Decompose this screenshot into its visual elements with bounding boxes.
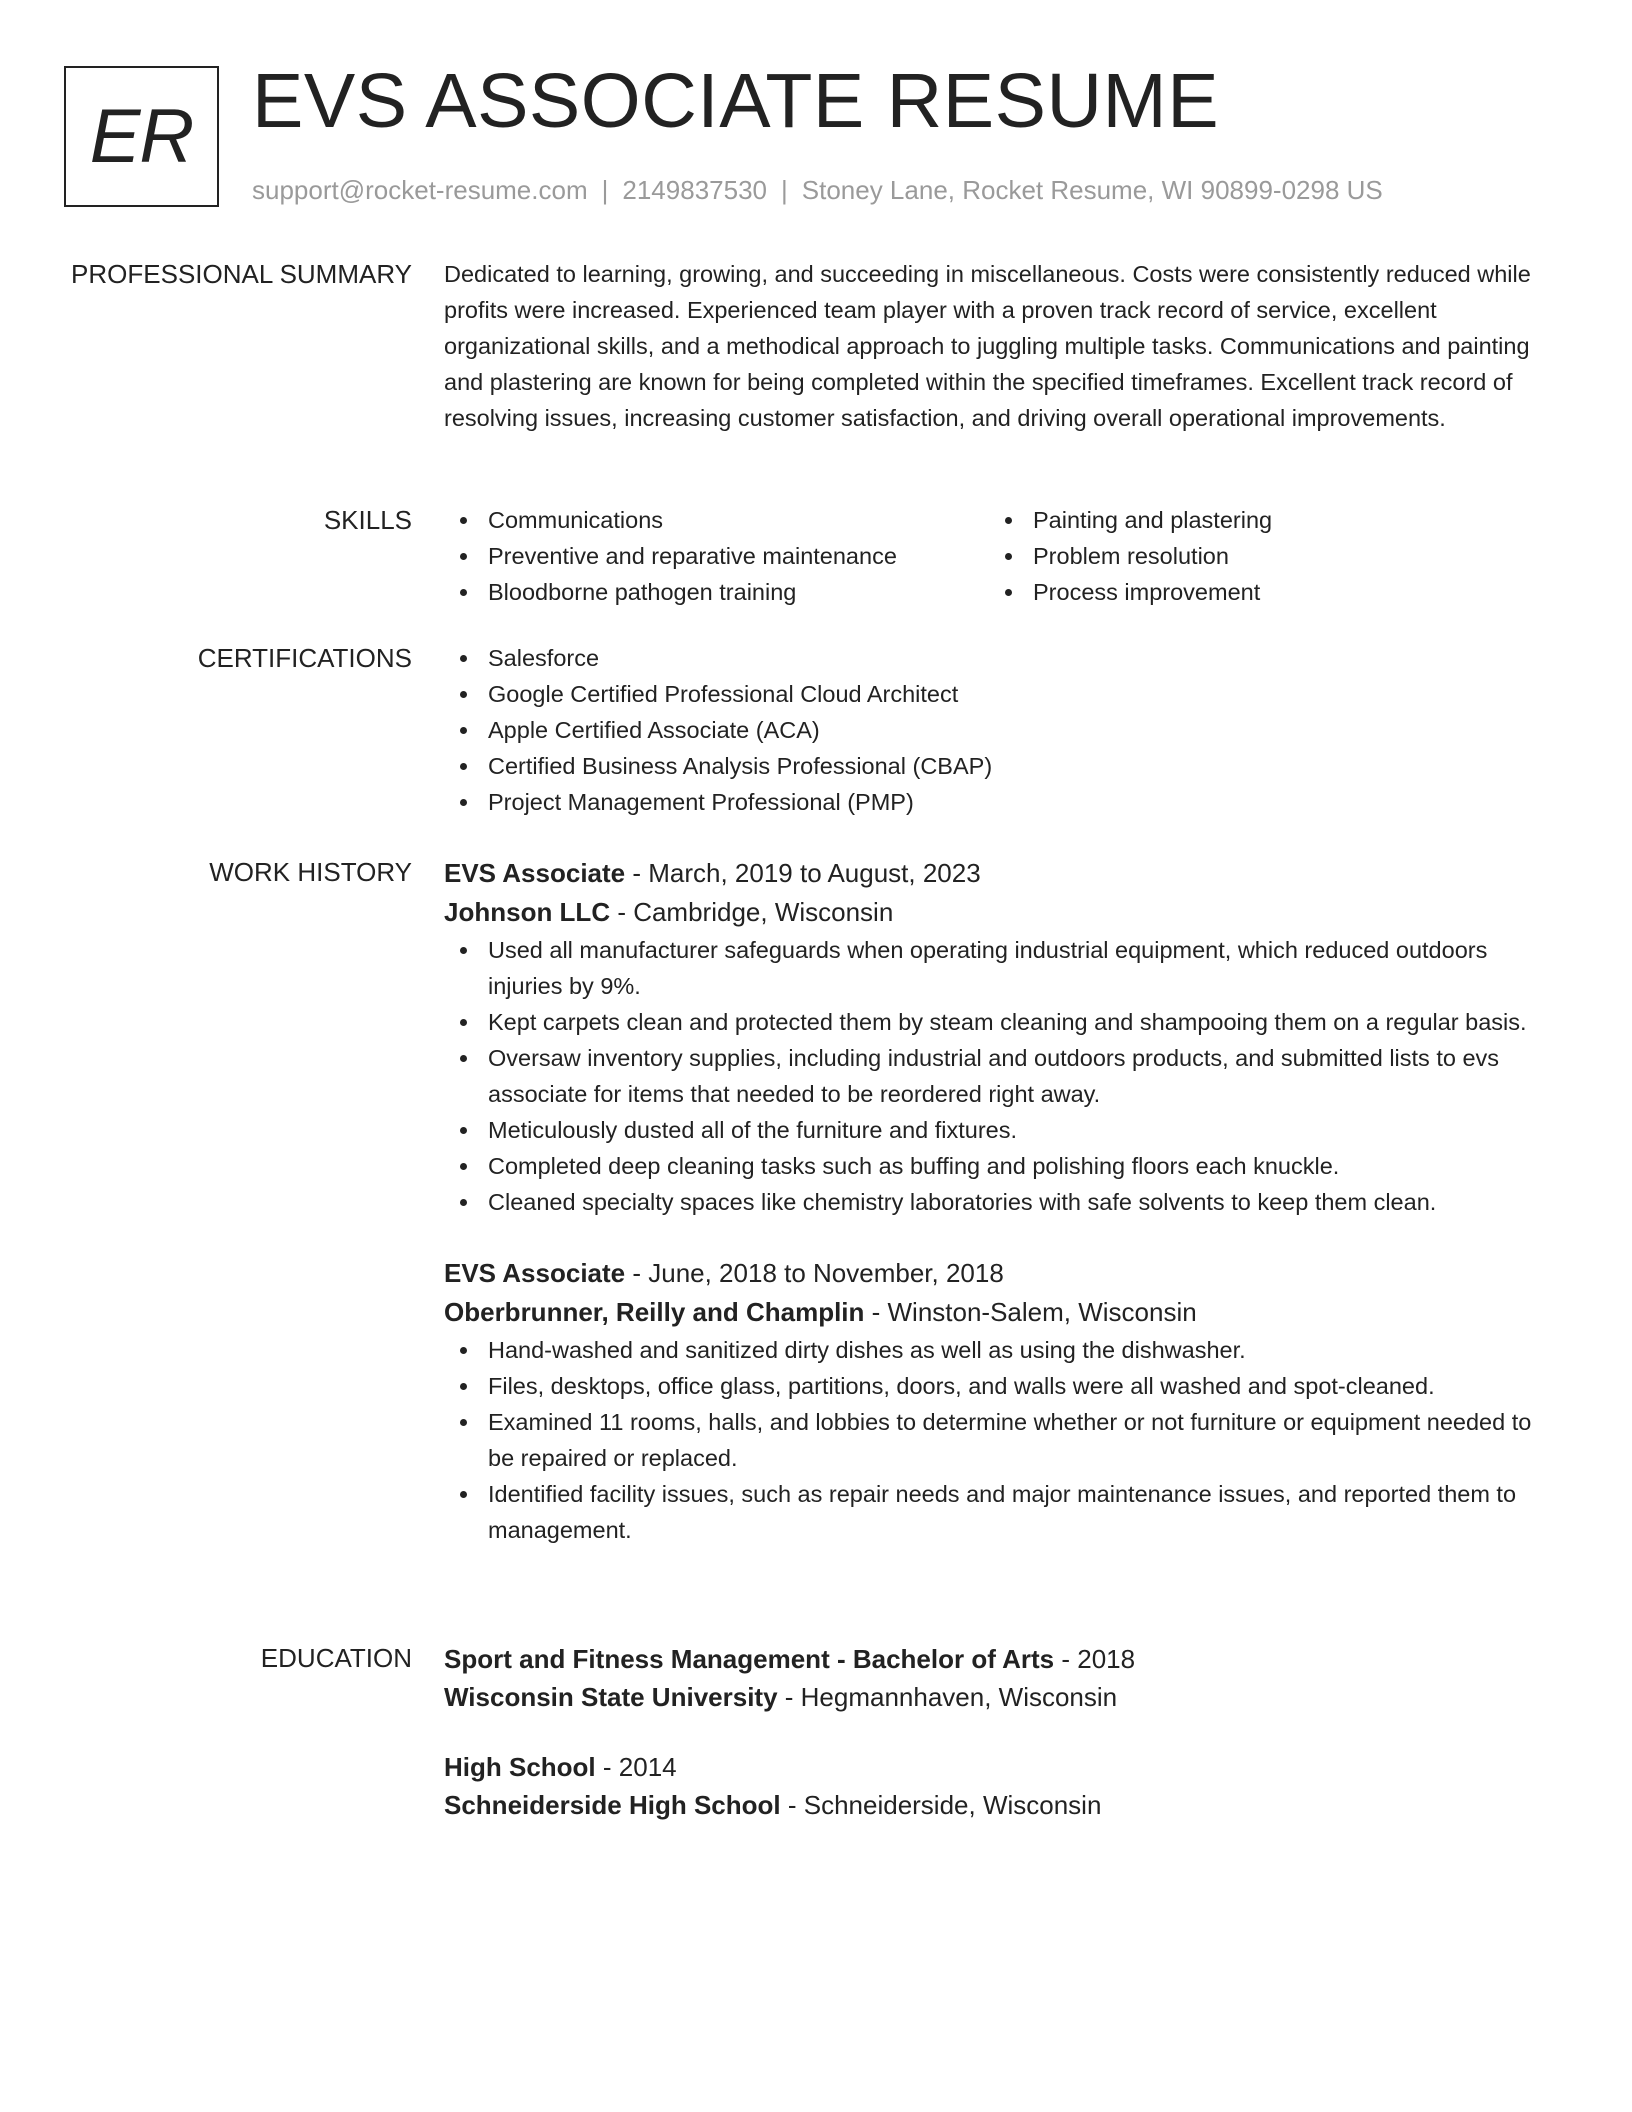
job-title: EVS Associate bbox=[444, 858, 626, 888]
contact-address: Stoney Lane, Rocket Resume, WI 90899-0298 US bbox=[801, 175, 1383, 205]
certification-item: Certified Business Analysis Professional (CBAP) bbox=[488, 748, 1554, 784]
monogram-logo: ER bbox=[64, 66, 219, 207]
skill-item: Bloodborne pathogen training bbox=[488, 574, 989, 610]
job-company-line bbox=[444, 1293, 1554, 1332]
job-bullet: Files, desktops, office glass, partitions, doors, and walls were all washed and spot-cleaned. bbox=[488, 1368, 1554, 1404]
skills-column-left bbox=[444, 502, 989, 610]
education-degree: Sport and Fitness Management - Bachelor of Arts bbox=[444, 1644, 1055, 1674]
work-body bbox=[444, 854, 1554, 1548]
job-bullet: Kept carpets clean and protected them by steam cleaning and shampooing them on a regular basis. bbox=[488, 1004, 1554, 1040]
contact-phone[interactable]: 2149837530 bbox=[622, 175, 767, 205]
certification-item: Google Certified Professional Cloud Architect bbox=[488, 676, 1554, 712]
skill-item: Preventive and reparative maintenance bbox=[488, 538, 989, 574]
job-bullet: Cleaned specialty spaces like chemistry laboratories with safe solvents to keep them clean. bbox=[488, 1184, 1554, 1220]
job-bullet: Meticulously dusted all of the furniture and fixtures. bbox=[488, 1112, 1554, 1148]
job-bullets bbox=[444, 1332, 1554, 1548]
skill-item: Communications bbox=[488, 502, 989, 538]
education-school-line bbox=[444, 1678, 1554, 1716]
education-school: Wisconsin State University bbox=[444, 1682, 778, 1712]
section-label-certifications: CERTIFICATIONS bbox=[197, 643, 412, 673]
certification-item: Apple Certified Associate (ACA) bbox=[488, 712, 1554, 748]
job-bullet: Used all manufacturer safeguards when operating industrial equipment, which reduced outdoors injuries by 9%. bbox=[488, 932, 1554, 1004]
job-bullet: Identified facility issues, such as repair needs and major maintenance issues, and reported them to management. bbox=[488, 1476, 1554, 1548]
skills-grid bbox=[444, 502, 1554, 610]
education-location: - Schneiderside, Wisconsin bbox=[780, 1790, 1102, 1820]
job-location: - Cambridge, Wisconsin bbox=[610, 897, 894, 927]
job-entry bbox=[444, 854, 1554, 1220]
job-location: - Winston-Salem, Wisconsin bbox=[864, 1297, 1197, 1327]
contact-separator: | bbox=[601, 175, 609, 205]
job-bullet: Oversaw inventory supplies, including industrial and outdoors products, and submitted lists to evs associate for items that needed to be reordered right away. bbox=[488, 1040, 1554, 1112]
section-label-education: EDUCATION bbox=[260, 1643, 412, 1673]
skill-item: Process improvement bbox=[1033, 574, 1534, 610]
education-school-line bbox=[444, 1786, 1554, 1824]
job-company: Johnson LLC bbox=[444, 897, 611, 927]
summary-text: Dedicated to learning, growing, and succeeding in miscellaneous. Costs were consistently reduced while profits were increased. Experienced team player with a proven track record of service, excellent organizational skills, and a methodical approach to juggling multiple tasks. Communications and painting and plastering are known for being completed within the specified timeframes. Excellent track record of resolving issues, increasing customer satisfaction, and driving overall operational improvements. bbox=[444, 261, 1531, 431]
education-year: - 2014 bbox=[595, 1752, 677, 1782]
education-entry bbox=[444, 1748, 1554, 1824]
contact-line bbox=[252, 173, 1383, 207]
education-year: - 2018 bbox=[1054, 1644, 1136, 1674]
education-location: - Hegmannhaven, Wisconsin bbox=[777, 1682, 1118, 1712]
certifications-body bbox=[444, 640, 1554, 820]
job-title-line bbox=[444, 854, 1554, 893]
section-label-summary: PROFESSIONAL SUMMARY bbox=[71, 259, 412, 289]
job-bullet: Examined 11 rooms, halls, and lobbies to determine whether or not furniture or equipment needed to be repaired or replaced. bbox=[488, 1404, 1554, 1476]
job-bullets bbox=[444, 932, 1554, 1220]
job-entry bbox=[444, 1254, 1554, 1548]
education-degree-line bbox=[444, 1748, 1554, 1786]
job-company: Oberbrunner, Reilly and Champlin bbox=[444, 1297, 865, 1327]
education-degree: High School bbox=[444, 1752, 596, 1782]
job-title: EVS Associate bbox=[444, 1258, 626, 1288]
education-degree-line bbox=[444, 1640, 1554, 1678]
skills-column-right bbox=[989, 502, 1534, 610]
summary-body bbox=[444, 256, 1554, 436]
job-dates: - June, 2018 to November, 2018 bbox=[625, 1258, 1004, 1288]
job-title-line bbox=[444, 1254, 1554, 1293]
education-body bbox=[444, 1640, 1554, 1824]
section-label-work: WORK HISTORY bbox=[209, 857, 412, 887]
contact-separator: | bbox=[781, 175, 788, 205]
education-entry bbox=[444, 1640, 1554, 1716]
education-school: Schneiderside High School bbox=[444, 1790, 781, 1820]
job-company-line bbox=[444, 893, 1554, 932]
job-bullet: Hand-washed and sanitized dirty dishes as well as using the dishwasher. bbox=[488, 1332, 1554, 1368]
resume-title: EVS ASSOCIATE RESUME bbox=[252, 58, 1220, 144]
certification-item: Project Management Professional (PMP) bbox=[488, 784, 1554, 820]
skill-item: Problem resolution bbox=[1033, 538, 1534, 574]
contact-email[interactable]: support@rocket-resume.com bbox=[252, 175, 588, 205]
job-bullet: Completed deep cleaning tasks such as buffing and polishing floors each knuckle. bbox=[488, 1148, 1554, 1184]
job-dates: - March, 2019 to August, 2023 bbox=[625, 858, 981, 888]
section-label-skills: SKILLS bbox=[323, 505, 412, 535]
skill-item: Painting and plastering bbox=[1033, 502, 1534, 538]
certification-item: Salesforce bbox=[488, 640, 1554, 676]
